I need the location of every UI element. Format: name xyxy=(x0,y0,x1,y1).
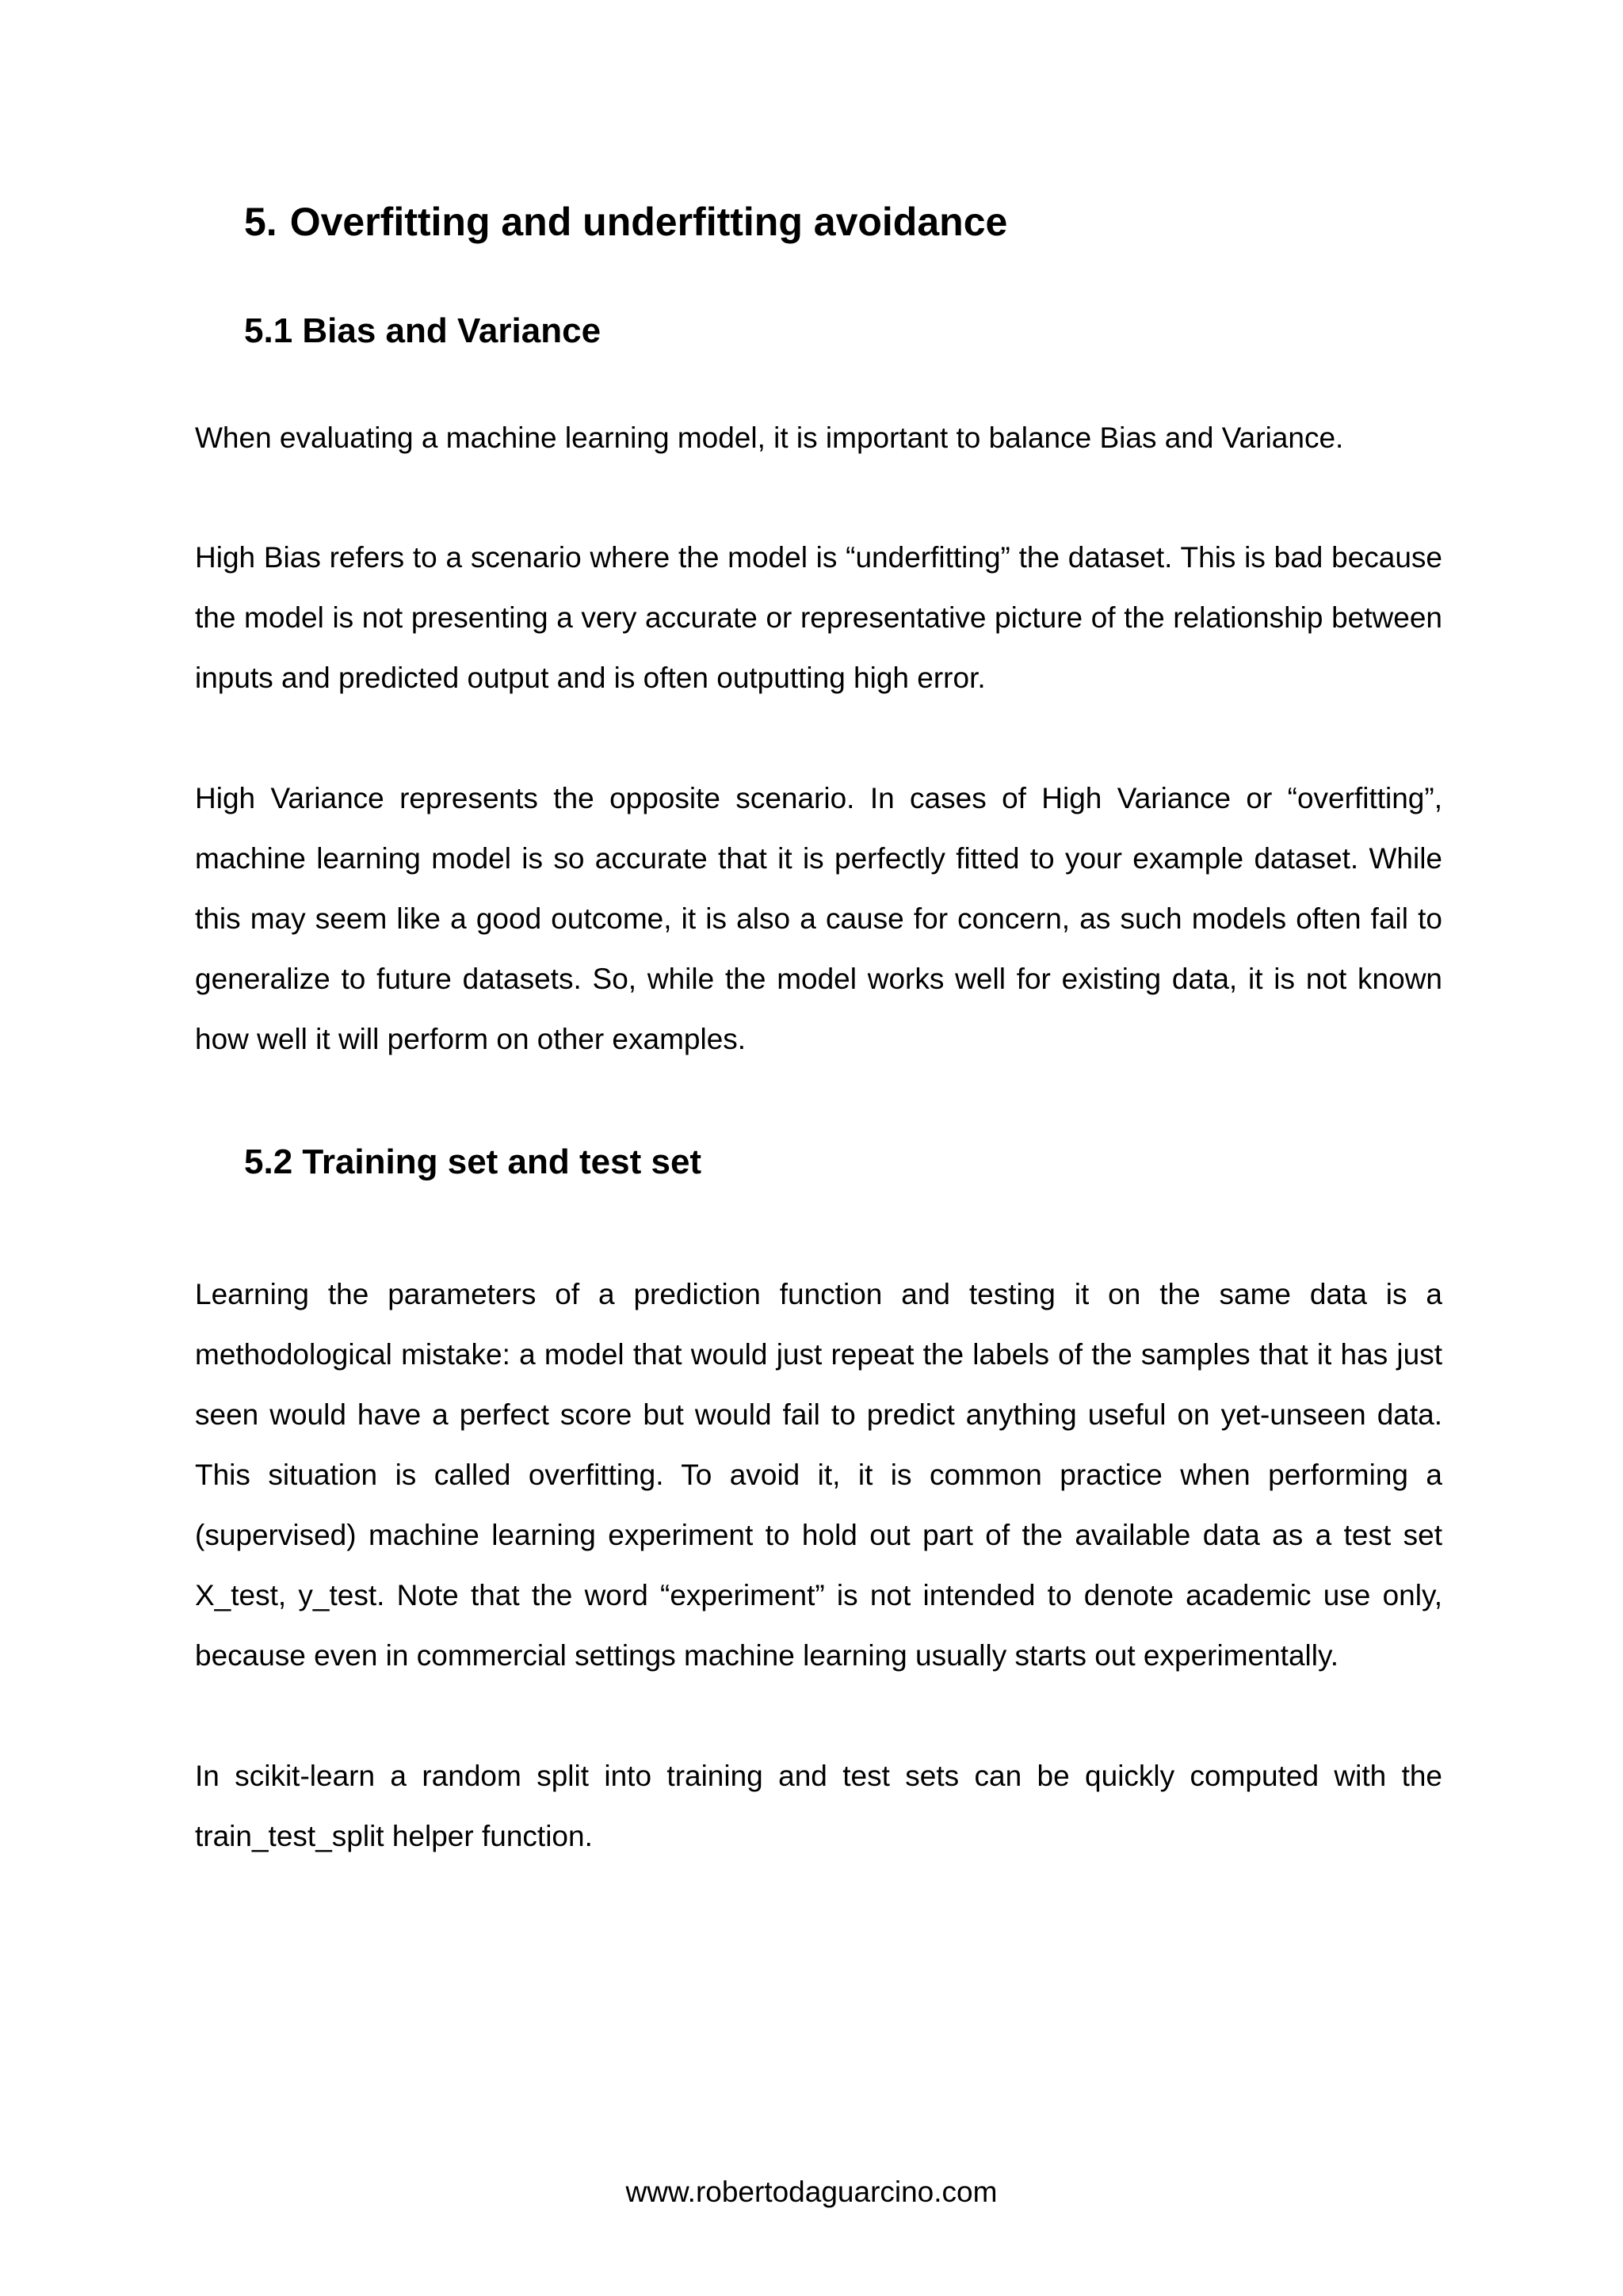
paragraph-training-test-set: Learning the parameters of a prediction function and testing it on the same data is a methodological mistake: a model that would just repeat the labels of the samples that it has just seen would have a perfect score but would fail to predict anything useful on yet-unseen data. This situation is called overfitting. To avoid it, it is common practice when performing a (supervised) machine learning experiment to hold out part of the available data as a test set X_test, y_test. Note that the word “experiment” is not intended to denote academic use only, because even in commercial settings machine learning usually starts out experimentally. xyxy=(195,1278,1442,1672)
paragraph-high-variance: High Variance represents the opposite scenario. In cases of High Variance or “overfitting”, machine learning model is so accurate that it is perfectly fitted to your example dataset. While this may seem like a good outcome, it is also a cause for concern, as such models often fail to generalize to future datasets. So, while the model works well for existing data, it is not known how well it will perform on other examples. xyxy=(195,782,1442,1055)
subsection-heading-training-test: 5.2 Training set and test set xyxy=(244,1142,702,1181)
paragraph-bias-variance-intro: When evaluating a machine learning model, it is important to balance Bias and Variance. xyxy=(195,421,1344,454)
paragraph-train-test-split: In scikit-learn a random split into training and test sets can be quickly computed with the train_test_split helper function. xyxy=(195,1760,1442,1852)
section-heading xyxy=(244,194,1007,250)
subsection-heading-bias-variance: 5.1 Bias and Variance xyxy=(244,311,601,350)
footer-url: www.robertodaguarcino.com xyxy=(625,2176,998,2208)
section-title: Overfitting and underfitting avoidance xyxy=(289,200,1008,244)
paragraph-high-bias: High Bias refers to a scenario where the model is “underfitting” the dataset. This is bad because the model is not presenting a very accurate or representative picture of the relationship between inputs and predicted output and is often outputting high error. xyxy=(195,541,1442,694)
section-number: 5. xyxy=(244,200,277,244)
